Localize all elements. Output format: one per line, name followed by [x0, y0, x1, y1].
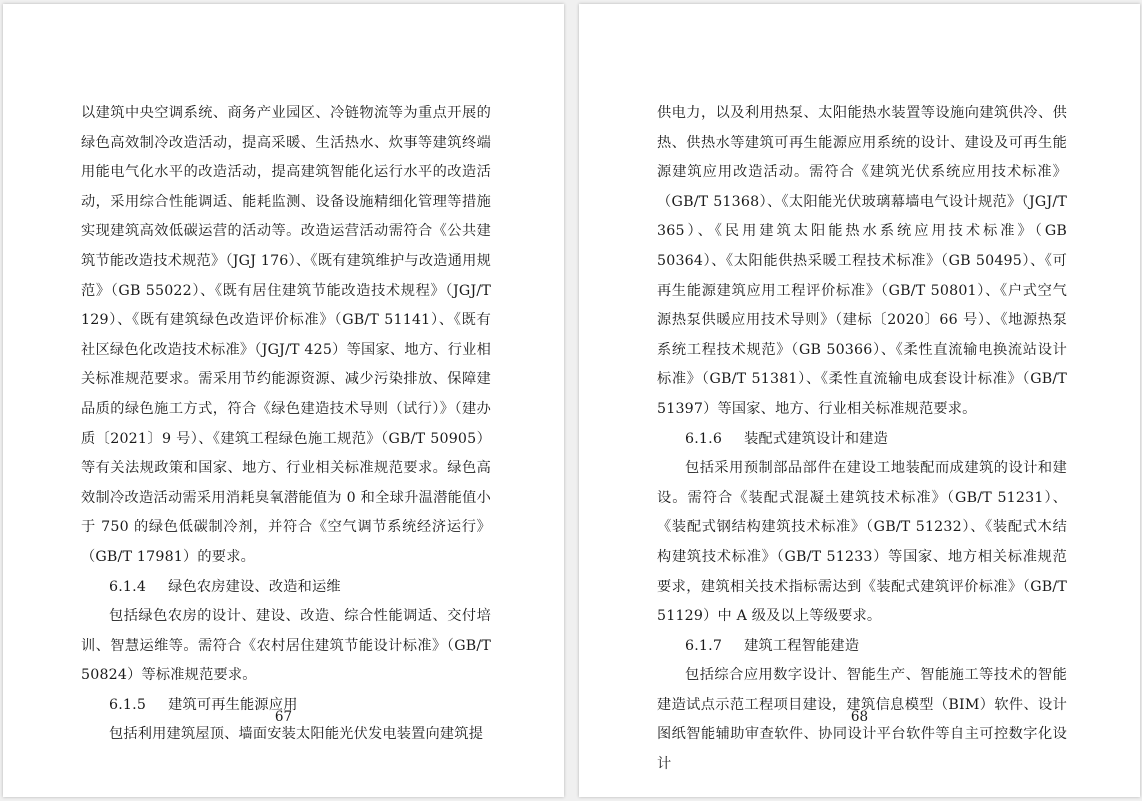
page-number: 68: [850, 709, 869, 725]
section-heading: [657, 632, 1067, 662]
paragraph: 包括采用预制部品部件在建设工地装配而成建筑的设计和建设。需符合《装配式混凝土建筑技术标准》（GB/T 51231）、《装配式钢结构建筑技术标准》（GB/T 51232）、《装配式木结构建筑技术标准》（GB/T 51233）等国家、地方相关标准规范要求，建筑相关技术指标需达到《装配式建筑评价标准》（GB/T 51129）中 A 级及以上等级要求。: [657, 460, 1067, 625]
section-heading: [81, 573, 491, 603]
document-page-left: [3, 4, 564, 797]
document-page-right: [579, 4, 1140, 797]
section-title: 建筑工程智能建造: [744, 637, 860, 654]
paragraph: 包括利用建筑屋顶、墙面安装太阳能光伏发电装置向建筑提: [109, 726, 484, 743]
section-title: 绿色农房建设、改造和运维: [168, 578, 341, 595]
page-content-right: [657, 99, 1067, 780]
page-content-left: [81, 99, 491, 750]
paragraph: 包括绿色农房的设计、建设、改造、综合性能调适、交付培训、智慧运维等。需符合《农村居住建筑节能设计标准》（GB/T 50824）等标准规范要求。: [81, 608, 491, 684]
paragraph: 以建筑中央空调系统、商务产业园区、冷链物流等为重点开展的绿色高效制冷改造活动，提高采暖、生活热水、炊事等建筑终端用能电气化水平的改造活动，提高建筑智能化运行水平的改造活动，采用综合性能调适、能耗监测、设备设施精细化管理等措施实现建筑高效低碳运营的活动等。改造运营活动需符合《公共建筑节能改造技术规范》（JGJ 176）、《既有建筑维护与改造通用规范》（GB 55022）、《既有居住建筑节能改造技术规程》（JGJ/T 129）、《既有建筑绿色改造评价标准》（GB/T 51141）、《既有社区绿色化改造技术标准》（JGJ/T 425）等国家、地方、行业相关标准规范要求。需采用节约能源资源、减少污染排放、保障建品质的绿色施工方式，符合《绿色建造技术导则（试行）》（建办质〔2021〕9 号）、《建筑工程绿色施工规范》（GB/T 50905）等有关法规政策和国家、地方、行业相关标准规范要求。绿色高效制冷改造活动需采用消耗臭氧潜能值为 0 和全球升温潜能值小于 750 的绿色低碳制冷剂，并符合《空气调节系统经济运行》（GB/T 17981）的要求。: [81, 105, 491, 565]
page-number: 67: [274, 709, 293, 725]
paragraph: 供电力，以及利用热泵、太阳能热水装置等设施向建筑供冷、供热、供热水等建筑可再生能源应用系统的设计、建设及可再生能源建筑应用改造活动。需符合《建筑光伏系统应用技术标准》（GB/T 51368）、《太阳能光伏玻璃幕墙电气设计规范》（JGJ/T 365）、《民用建筑太阳能热水系统应用技术标准》（GB 50364）、《太阳能供热采暖工程技术标准》（GB 50495）、《可再生能源建筑应用工程评价标准》（GB/T 50801）、《户式空气源热泵供暖应用技术导则》（建标〔2020〕66 号）、《地源热泵系统工程技术规范》（GB 50366）、《柔性直流输电换流站设计标准》（GB/T 51381）、《柔性直流输电成套设计标准》（GB/T 51397）等国家、地方、行业相关标准规范要求。: [657, 105, 1067, 417]
section-number: 6.1.4: [109, 578, 147, 595]
section-heading: [657, 425, 1067, 455]
section-number: 6.1.6: [685, 430, 723, 447]
section-title: 装配式建筑设计和建造: [744, 430, 888, 447]
section-number: 6.1.5: [109, 696, 147, 713]
paragraph: 包括综合应用数字设计、智能生产、智能施工等技术的智能建造试点示范工程项目建设，建筑信息模型（BIM）软件、设计图纸智能辅助审查软件、协同设计平台软件等自主可控数字化设计: [657, 667, 1067, 773]
section-title: 建筑可再生能源应用: [168, 696, 298, 713]
section-number: 6.1.7: [685, 637, 723, 654]
